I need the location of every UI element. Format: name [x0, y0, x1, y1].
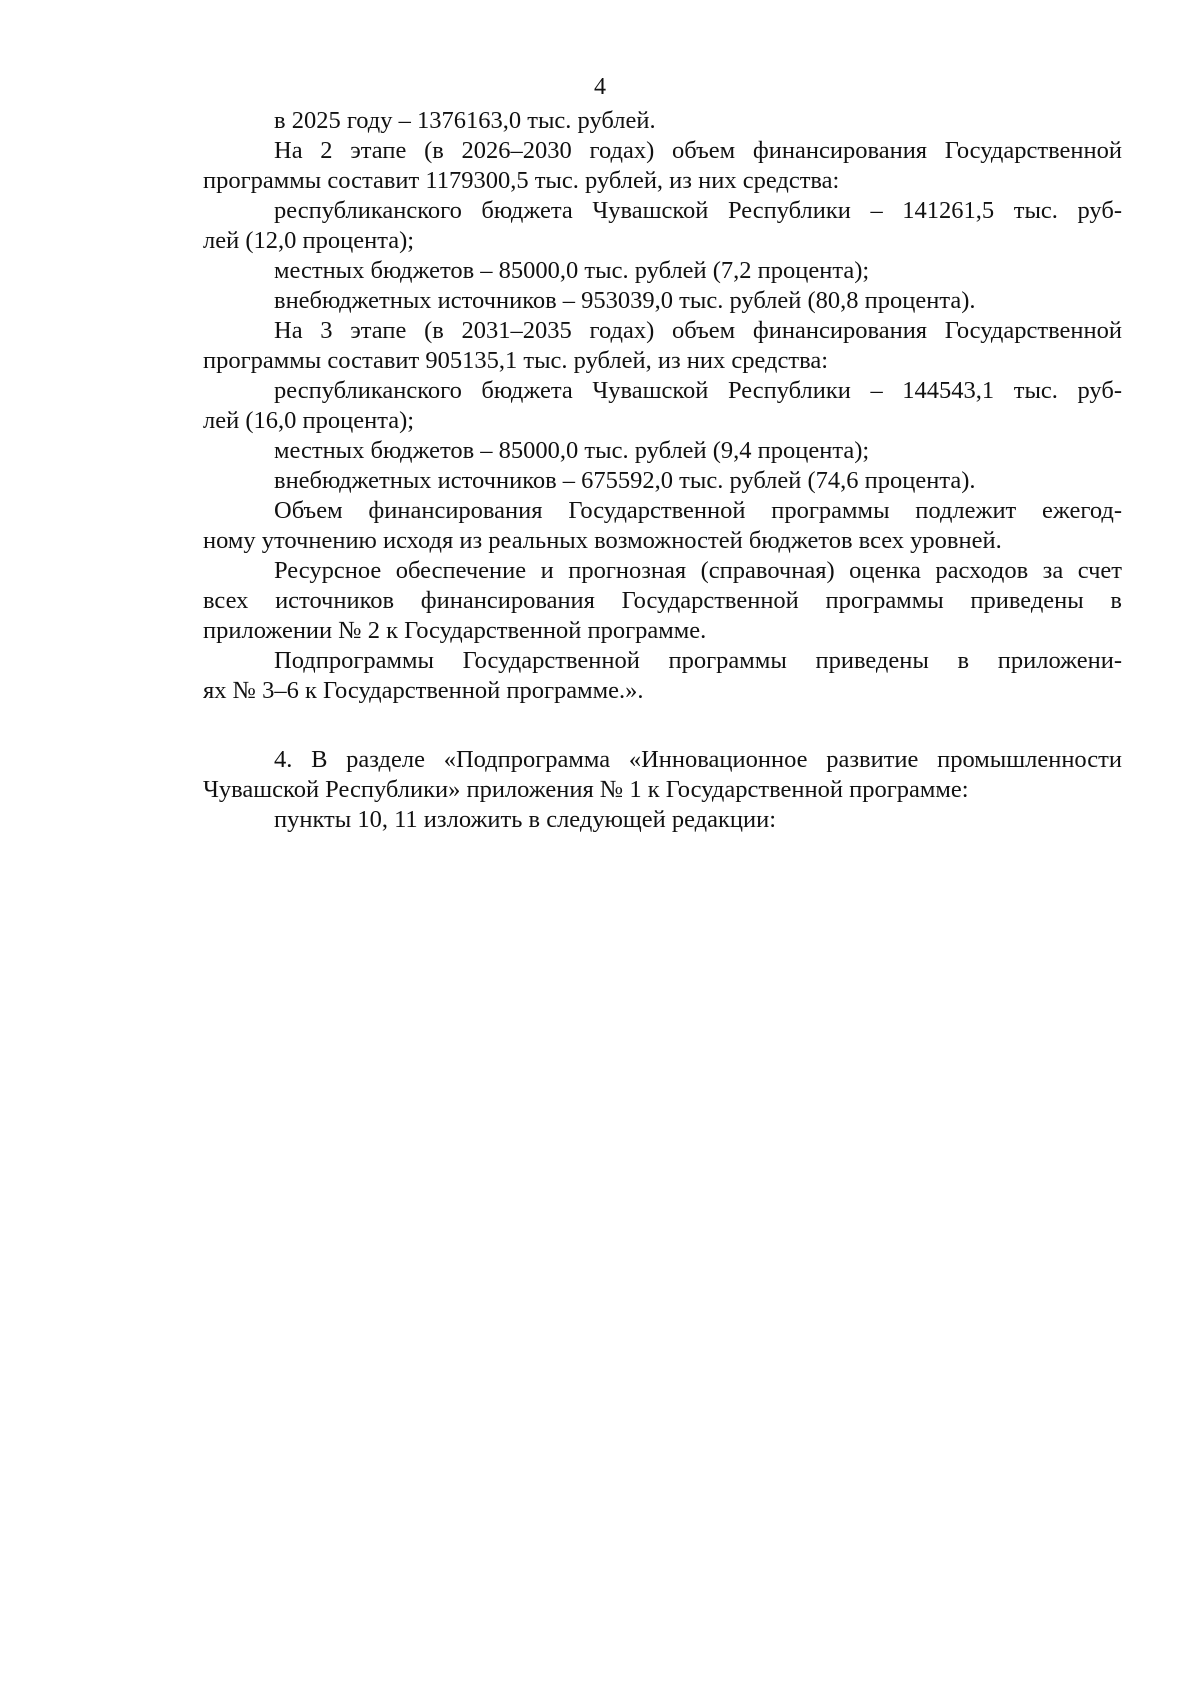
text-line: республиканского бюджета Чувашской Республики – 144543,1 тыс. руб-	[274, 377, 1122, 404]
text-line: Чувашской Республики» приложения № 1 к Государственной программе:	[203, 776, 969, 803]
text-line: программы составит 905135,1 тыс. рублей, из них средства:	[203, 347, 829, 374]
text-line: в 2025 году – 1376163,0 тыс. рублей.	[274, 107, 656, 134]
text-line: местных бюджетов – 85000,0 тыс. рублей (7,2 процента);	[274, 257, 870, 284]
text-line: На 2 этапе (в 2026–2030 годах) объем финансирования Государственной	[274, 137, 1122, 164]
text-line: 4. В разделе «Подпрограмма «Инновационное развитие промышленности	[274, 746, 1122, 773]
text-line: Ресурсное обеспечение и прогнозная (справочная) оценка расходов за счет	[274, 557, 1122, 584]
text-line: лей (12,0 процента);	[203, 227, 415, 254]
text-line: местных бюджетов – 85000,0 тыс. рублей (9,4 процента);	[274, 437, 870, 464]
text-line: лей (16,0 процента);	[203, 407, 415, 434]
text-line: ному уточнению исходя из реальных возможностей бюджетов всех уровней.	[203, 527, 1002, 554]
text-line: Подпрограммы Государственной программы приведены в приложени-	[274, 647, 1122, 674]
text-line: ях № 3–6 к Государственной программе.».	[203, 677, 644, 704]
page-number: 4	[594, 74, 606, 100]
text-line: программы составит 1179300,5 тыс. рублей, из них средства:	[203, 167, 840, 194]
text-line: пункты 10, 11 изложить в следующей редакции:	[274, 806, 777, 833]
text-line: На 3 этапе (в 2031–2035 годах) объем финансирования Государственной	[274, 317, 1122, 344]
text-line: внебюджетных источников – 953039,0 тыс. рублей (80,8 процента).	[274, 287, 976, 314]
text-line: внебюджетных источников – 675592,0 тыс. рублей (74,6 процента).	[274, 467, 976, 494]
text-line: республиканского бюджета Чувашской Республики – 141261,5 тыс. руб-	[274, 197, 1122, 224]
text-line: приложении № 2 к Государственной программе.	[203, 617, 707, 644]
text-line: всех источников финансирования Государственной программы приведены в	[203, 587, 1122, 614]
text-line: Объем финансирования Государственной программы подлежит ежегод-	[274, 497, 1122, 524]
